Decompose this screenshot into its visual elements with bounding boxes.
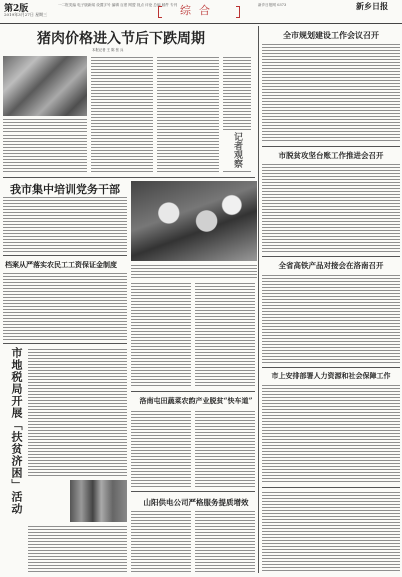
page-number: 第2版 — [4, 4, 29, 14]
article-photo-pork — [3, 56, 87, 116]
article-photo-tax — [70, 480, 127, 522]
header-info: 新乡日报网 0373 — [258, 3, 287, 7]
article-body-tax-2 — [28, 525, 127, 573]
divider — [262, 487, 400, 488]
commentary-label: 记者观察 — [232, 132, 242, 168]
divider — [262, 256, 400, 257]
article-body-r2 — [262, 163, 400, 253]
divider — [262, 146, 400, 147]
photo-caption-luoyang — [131, 264, 257, 278]
article-byline-pork: 本报记者 王 陈 张 兵 — [92, 48, 124, 52]
column-divider — [258, 26, 259, 573]
article-title-r3[interactable]: 全省高铁产品对接会在洛南召开 — [278, 261, 384, 270]
article-body-elec-col2 — [195, 510, 255, 573]
article-title-elec[interactable]: 山阳供电公司严格服务提质增效 — [143, 498, 249, 507]
header-nav[interactable]: 一二报类编 电子版新闻 设置字号 编辑 百度 网盟 视点 评论 总编 邮件 专刊 — [58, 3, 178, 7]
divider — [3, 177, 255, 178]
article-body-luoyang-col2 — [195, 410, 255, 488]
article-body-pork-col1 — [3, 134, 87, 174]
photo-caption-pork — [3, 118, 87, 132]
newspaper-logo: 新乡日报 — [356, 1, 388, 11]
article-title-tax[interactable]: 市地税局开展「扶贫济困」活动 — [10, 347, 23, 515]
article-body-r4 — [262, 384, 400, 484]
divider — [3, 343, 127, 344]
article-body-pork-col2 — [91, 56, 153, 174]
article-photo-luoyang — [131, 181, 257, 261]
article-body-center-col1 — [131, 282, 191, 388]
article-title-r4[interactable]: 市上安排部署人力资源和社会保障工作 — [271, 371, 391, 380]
article-title-cadre[interactable]: 我市集中培训党务干部 — [10, 183, 120, 196]
issue-date: 2019年3月27日 星期三 — [4, 12, 48, 17]
article-body-wage — [3, 272, 127, 340]
divider — [131, 491, 255, 492]
article-title-wage[interactable]: 档案从严落实农民工工资保证金制度 — [5, 260, 117, 269]
article-title-r1[interactable]: 全市规划建设工作会议召开 — [283, 30, 379, 40]
article-title-r2[interactable]: 市脱贫攻坚台账工作推进会召开 — [278, 151, 384, 160]
divider — [262, 367, 400, 368]
divider — [3, 255, 127, 256]
article-body-pork-col3 — [157, 56, 219, 174]
article-body-center-col2 — [195, 282, 255, 388]
article-body-tax — [28, 348, 127, 478]
article-body-cadre — [3, 196, 127, 252]
commentary-box — [223, 130, 253, 170]
page-header — [0, 0, 402, 24]
section-title: 综合 — [164, 2, 234, 20]
article-title-pork[interactable]: 猪肉价格进入节后下跌周期 — [37, 31, 205, 47]
divider — [131, 391, 255, 392]
article-body-luoyang-col1 — [131, 410, 191, 488]
article-body-r3 — [262, 274, 400, 364]
article-title-luoyang[interactable]: 洛南屯田蔬菜农韵产业脱贫“快车道” — [139, 396, 253, 405]
article-body-r1 — [262, 43, 400, 143]
article-body-elec-col1 — [131, 510, 191, 573]
article-body-r5 — [262, 491, 400, 573]
